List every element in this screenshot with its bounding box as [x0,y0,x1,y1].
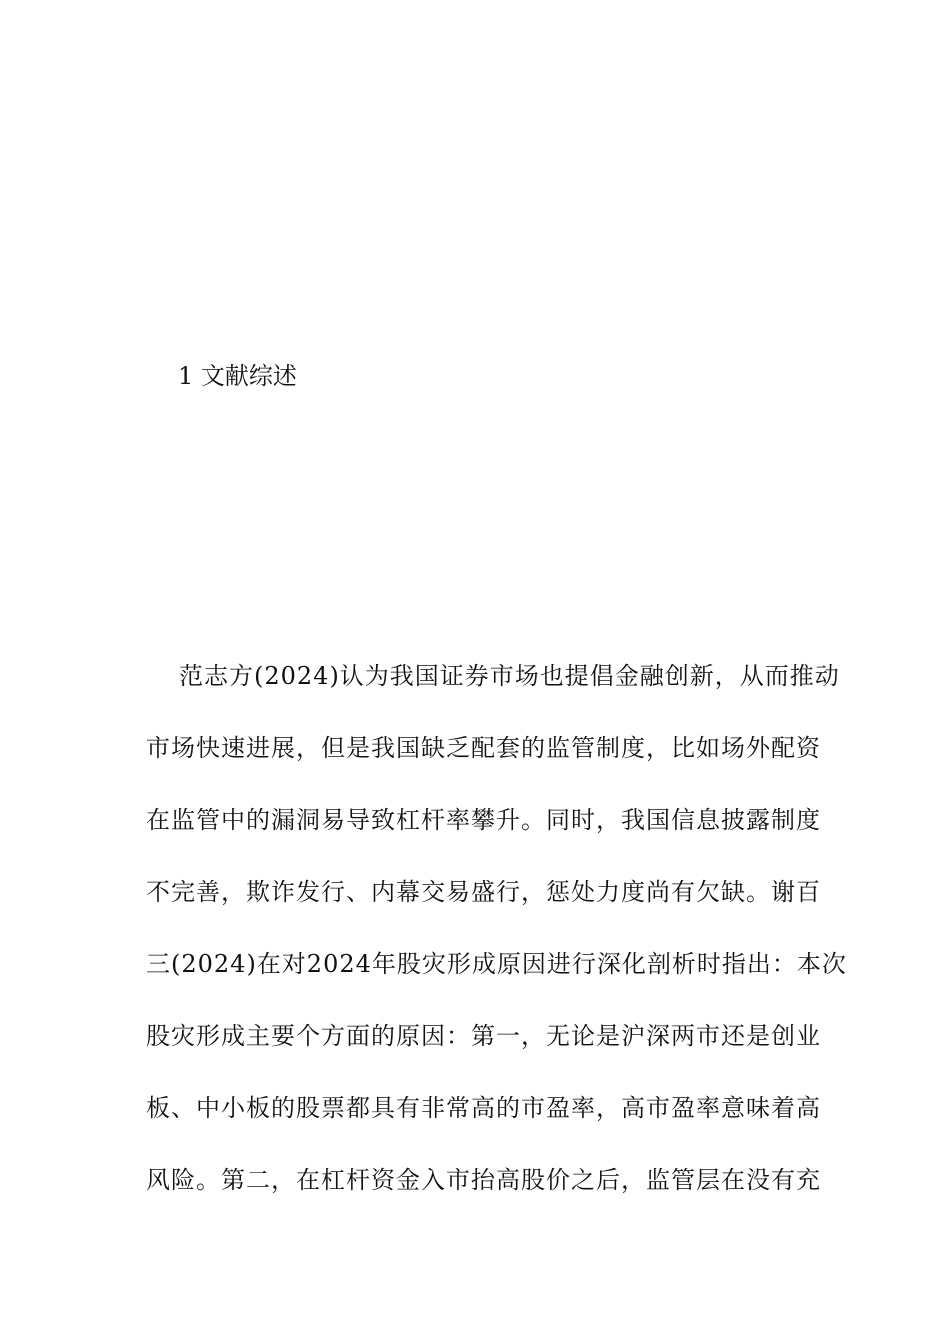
section-heading: 1 文献综述 [178,362,297,390]
paragraph-line: 股灾形成主要个方面的原因：第一，无论是沪深两市还是创业 [146,1022,821,1050]
paragraph-line: 市场快速进展，但是我国缺乏配套的监管制度，比如场外配资 [146,734,821,762]
paragraph-line: 范志方(2024)认为我国证券市场也提倡金融创新，从而推动 [179,662,840,690]
paragraph-line: 风险。第二，在杠杆资金入市抬高股价之后，监管层在没有充 [146,1166,821,1194]
paragraph-line: 不完善，欺诈发行、内幕交易盛行，惩处力度尚有欠缺。谢百 [146,878,821,906]
paragraph-line: 在监管中的漏洞易导致杠杆率攀升。同时，我国信息披露制度 [146,806,821,834]
paragraph-line: 板、中小板的股票都具有非常高的市盈率，高市盈率意味着高 [146,1094,821,1122]
body-paragraph [146,656,847,1232]
paragraph-line: 三(2024)在对2024年股灾形成原因进行深化剖析时指出：本次 [146,950,847,978]
